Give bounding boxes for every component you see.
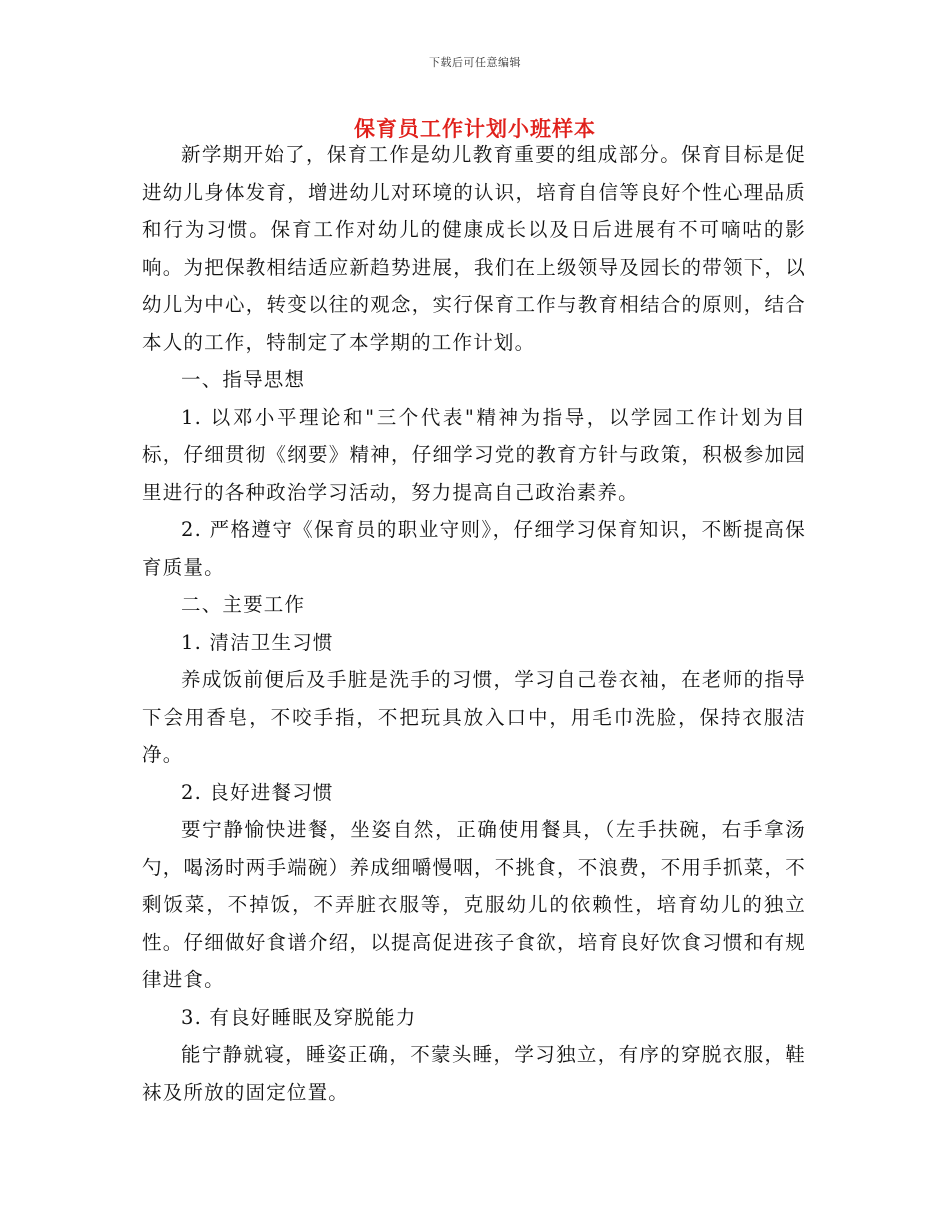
sleep-dressing-paragraph: 能宁静就寝，睡姿正确，不蒙头睡，学习独立，有序的穿脱衣服，鞋袜及所放的固定位置。 xyxy=(142,1043,806,1104)
guiding-item-1: 1. 以邓小平理论和"三个代表"精神为指导，以学园工作计划为目标，仔细贯彻《纲要》精神，仔细学习党的教育方针与政策，积极参加园里进行的各种政治学习活动，努力提高自己政治素养。 xyxy=(142,405,806,504)
subheading-eating-habits: 2. 良好进餐习惯 xyxy=(181,780,334,804)
header-note: 下载后可任意编辑 xyxy=(429,56,521,69)
document-body xyxy=(142,136,806,1111)
guiding-item-2: 2. 严格遵守《保育员的职业守则》，仔细学习保育知识，不断提高保育质量。 xyxy=(142,518,806,579)
subheading-hygiene-habits: 1. 清洁卫生习惯 xyxy=(181,630,334,654)
section-heading-guiding-ideology: 一、指导思想 xyxy=(181,368,306,391)
subheading-sleep-dressing: 3. 有良好睡眠及穿脱能力 xyxy=(181,1005,417,1029)
document-title: 保育员工作计划小班样本 xyxy=(354,116,596,141)
eating-habits-paragraph: 要宁静愉快进餐，坐姿自然，正确使用餐具，（左手扶碗，右手拿汤勺，喝汤时两手端碗）养成细嚼慢咽，不挑食，不浪费，不用手抓菜，不剩饭菜，不掉饭，不弄脏衣服等，克服幼儿的依赖性，培育幼儿的独立性。仔细做好食谱介绍，以提高促进孩子食欲，培育良好饮食习惯和有规律进食。 xyxy=(142,818,806,991)
intro-paragraph: 新学期开始了，保育工作是幼儿教育重要的组成部分。保育目标是促进幼儿身体发育，增进幼儿对环境的认识，培育自信等良好个性心理品质和行为习惯。保育工作对幼儿的健康成长以及日后进展有不可嘀咕的影响。为把保教相结适应新趋势进展，我们在上级领导及园长的带领下，以幼儿为中心，转变以往的观念，实行保育工作与教育相结合的原则，结合本人的工作，特制定了本学期的工作计划。 xyxy=(142,143,806,354)
section-heading-main-work: 二、主要工作 xyxy=(181,593,306,616)
hygiene-habits-paragraph: 养成饭前便后及手脏是洗手的习惯，学习自己卷衣袖，在老师的指导下会用香皂，不咬手指，不把玩具放入口中，用毛巾洗脸，保持衣服洁净。 xyxy=(142,668,806,766)
